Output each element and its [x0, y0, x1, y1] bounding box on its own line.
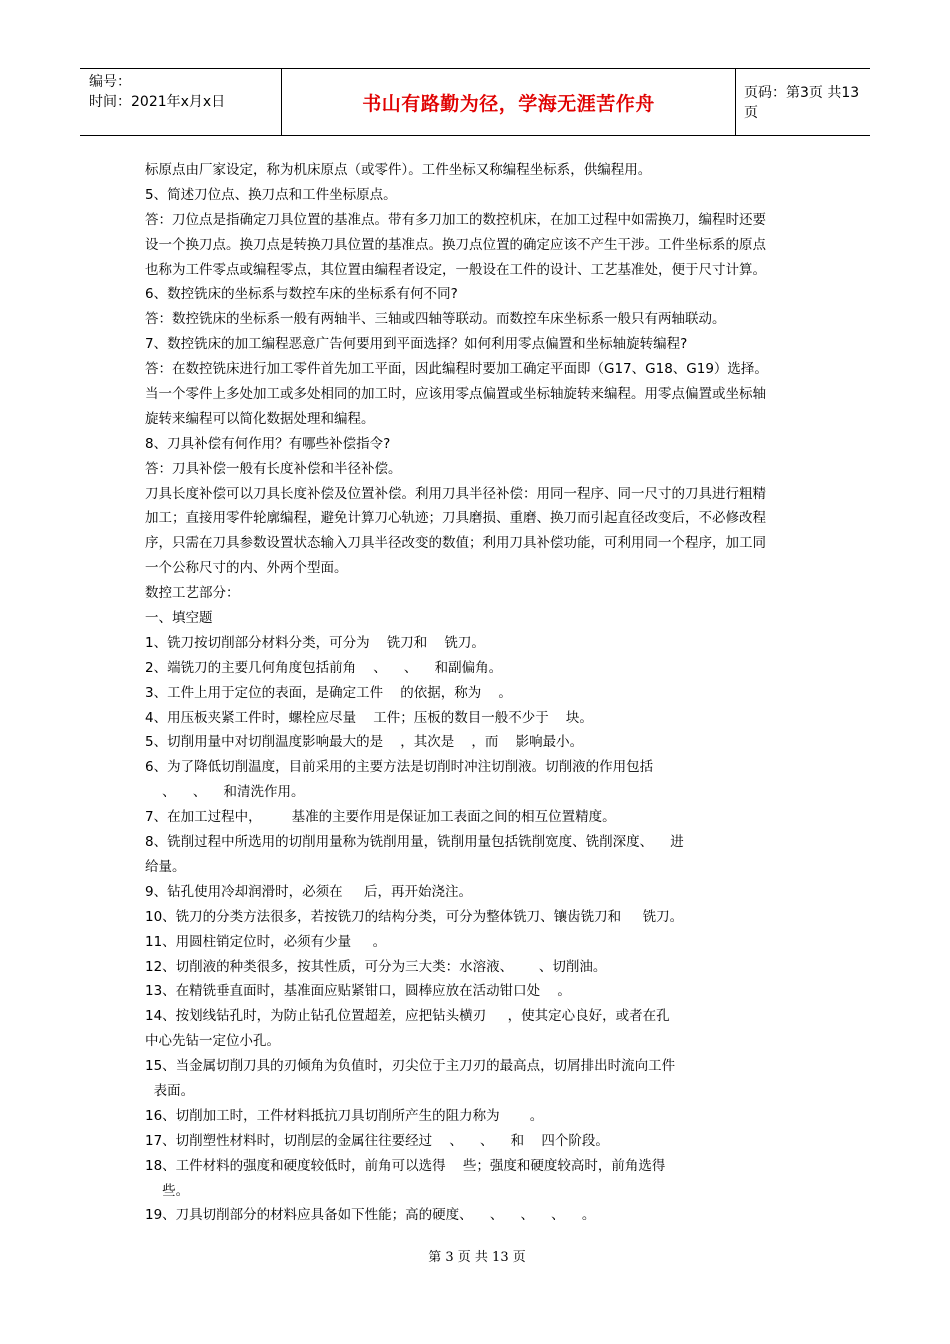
- text-line: 当一个零件上多处加工或多处相同的加工时，应该用零点偏置或坐标轴旋转来编程。用零点偏置或坐标轴: [145, 386, 766, 403]
- text-line: 设一个换刀点。换刀点是转换刀具位置的基准点。换刀点位置的确定应该不产生干涉。工件坐标系的原点: [145, 236, 766, 253]
- text-line: 标原点由厂家设定，称为机床原点（或零件）。工件坐标又称编程坐标系，供编程用。: [145, 162, 652, 178]
- text-line: 12、切削液的种类很多，按其性质，可分为三大类：水溶液、 、切削油。: [145, 958, 607, 975]
- text-line: 加工；直接用零件轮廓编程，避免计算刀心轨迹；刀具磨损、重磨、换刀而引起直径改变后，不必修改程: [145, 510, 766, 527]
- text-line: 一、填空题: [145, 610, 213, 627]
- page-header: [80, 68, 870, 136]
- text-line: 15、当金属切削刀具的刃倾角为负值时，刃尖位于主刀刃的最高点，切屑排出时流向工件: [145, 1058, 676, 1075]
- text-line: 5、切削用量中对切削温度影响最大的是 ，其次是 ，而 影响最小。: [145, 734, 584, 751]
- text-line: 19、刀具切削部分的材料应具备如下性能；高的硬度、 、 、 、 。: [145, 1207, 596, 1224]
- text-line: 旋转来编程可以简化数据处理和编程。: [145, 410, 375, 427]
- document-number-label: 编号：: [89, 74, 131, 90]
- text-line: 18、工件材料的强度和硬度较低时，前角可以选得 些；强度和硬度较高时，前角选得: [145, 1157, 666, 1174]
- text-line: 刀具长度补偿可以刀具长度补偿及位置补偿。利用刀具半径补偿：用同一程序、同一尺寸的刀具进行粗精: [145, 485, 766, 502]
- text-line: 10、铣刀的分类方法很多，若按铣刀的结构分类，可分为整体铣刀、镶齿铣刀和 铣刀。: [145, 908, 684, 925]
- text-line: 5、简述刀位点、换刀点和工件坐标原点。: [145, 186, 397, 203]
- text-line: 给量。: [145, 858, 186, 875]
- header-page-info: 页码：第3页 共13页: [744, 85, 860, 121]
- text-line: 1、铣刀按切削部分材料分类，可分为 铣刀和 铣刀。: [145, 634, 485, 651]
- text-line: 9、钻孔使用冷却润滑时，必须在 后，再开始浇注。: [145, 883, 473, 900]
- text-line: 7、数控铣床的加工编程恶意广告何要用到平面选择？如何利用零点偏置和坐标轴旋转编程?: [145, 336, 688, 353]
- text-line: 答：数控铣床的坐标系一般有两轴半、三轴或四轴等联动。而数控车床坐标系一般只有两轴联动。: [145, 311, 726, 328]
- text-line: 表面。: [145, 1082, 195, 1099]
- text-line: 一个公称尺寸的内、外两个型面。: [145, 560, 348, 577]
- header-motto: 书山有路勤为径，学海无涯苦作舟: [282, 69, 736, 135]
- text-line: 8、刀具补偿有何作用？有哪些补偿指令?: [145, 435, 391, 452]
- document-body: [145, 158, 820, 1228]
- text-line: 6、为了降低切削温度，目前采用的主要方法是切削时冲注切削液。切削液的作用包括: [145, 759, 654, 776]
- text-line: 、 、 和清洗作用。: [145, 784, 305, 801]
- text-line: 2、端铣刀的主要几何角度包括前角 、 、 和副偏角。: [145, 659, 503, 676]
- text-line: 序，只需在刀具参数设置状态输入刀具半径改变的数值；利用刀具补偿功能，可利用同一个程序，加工同: [145, 535, 766, 552]
- text-line: 答：在数控铣床进行加工零件首先加工平面，因此编程时要加工确定平面即（G17、G18、G19）选择。: [145, 361, 768, 378]
- text-line: 数控工艺部分：: [145, 585, 240, 602]
- text-line: 17、切削塑性材料时，切削层的金属往往要经过 、 、 和 四个阶段。: [145, 1132, 609, 1149]
- text-line: 3、工件上用于定位的表面，是确定工件 的依据，称为 。: [145, 684, 512, 701]
- header-meta: [80, 69, 282, 135]
- text-line: 答：刀具补偿一般有长度补偿和半径补偿。: [145, 460, 402, 477]
- text-line: 4、用压板夹紧工件时，螺栓应尽量 工件；压板的数目一般不少于 块。: [145, 709, 593, 726]
- document-date: 时间：2021年x月x日: [89, 94, 226, 110]
- text-line: 中心先钻一定位小孔。: [145, 1033, 280, 1050]
- text-line: 13、在精铣垂直面时，基准面应贴紧钳口，圆棒应放在活动钳口处 。: [145, 983, 571, 1000]
- text-line: 7、在加工过程中， 基准的主要作用是保证加工表面之间的相互位置精度。: [145, 809, 616, 826]
- text-line: 6、数控铣床的坐标系与数控车床的坐标系有何不同?: [145, 286, 458, 303]
- text-line: 些。: [145, 1182, 190, 1199]
- text-line: 11、用圆柱销定位时，必须有少量 。: [145, 933, 387, 950]
- text-line: 也称为工件零点或编程零点，其位置由编程者设定，一般设在工件的设计、工艺基准处，便于尺寸计算。: [145, 261, 766, 278]
- text-line: 16、切削加工时，工件材料抵抗刀具切削所产生的阻力称为 。: [145, 1107, 544, 1124]
- page-footer: 第 3 页 共 13 页: [428, 1250, 526, 1265]
- text-line: 8、铣削过程中所选用的切削用量称为铣削用量，铣削用量包括铣削宽度、铣削深度、 进: [145, 834, 684, 851]
- text-line: 14、按划线钻孔时，为防止钻孔位置超差，应把钻头横刃 ，使其定心良好，或者在孔: [145, 1008, 670, 1025]
- text-line: 答：刀位点是指确定刀具位置的基准点。带有多刀加工的数控机床，在加工过程中如需换刀，编程时还要: [145, 211, 766, 228]
